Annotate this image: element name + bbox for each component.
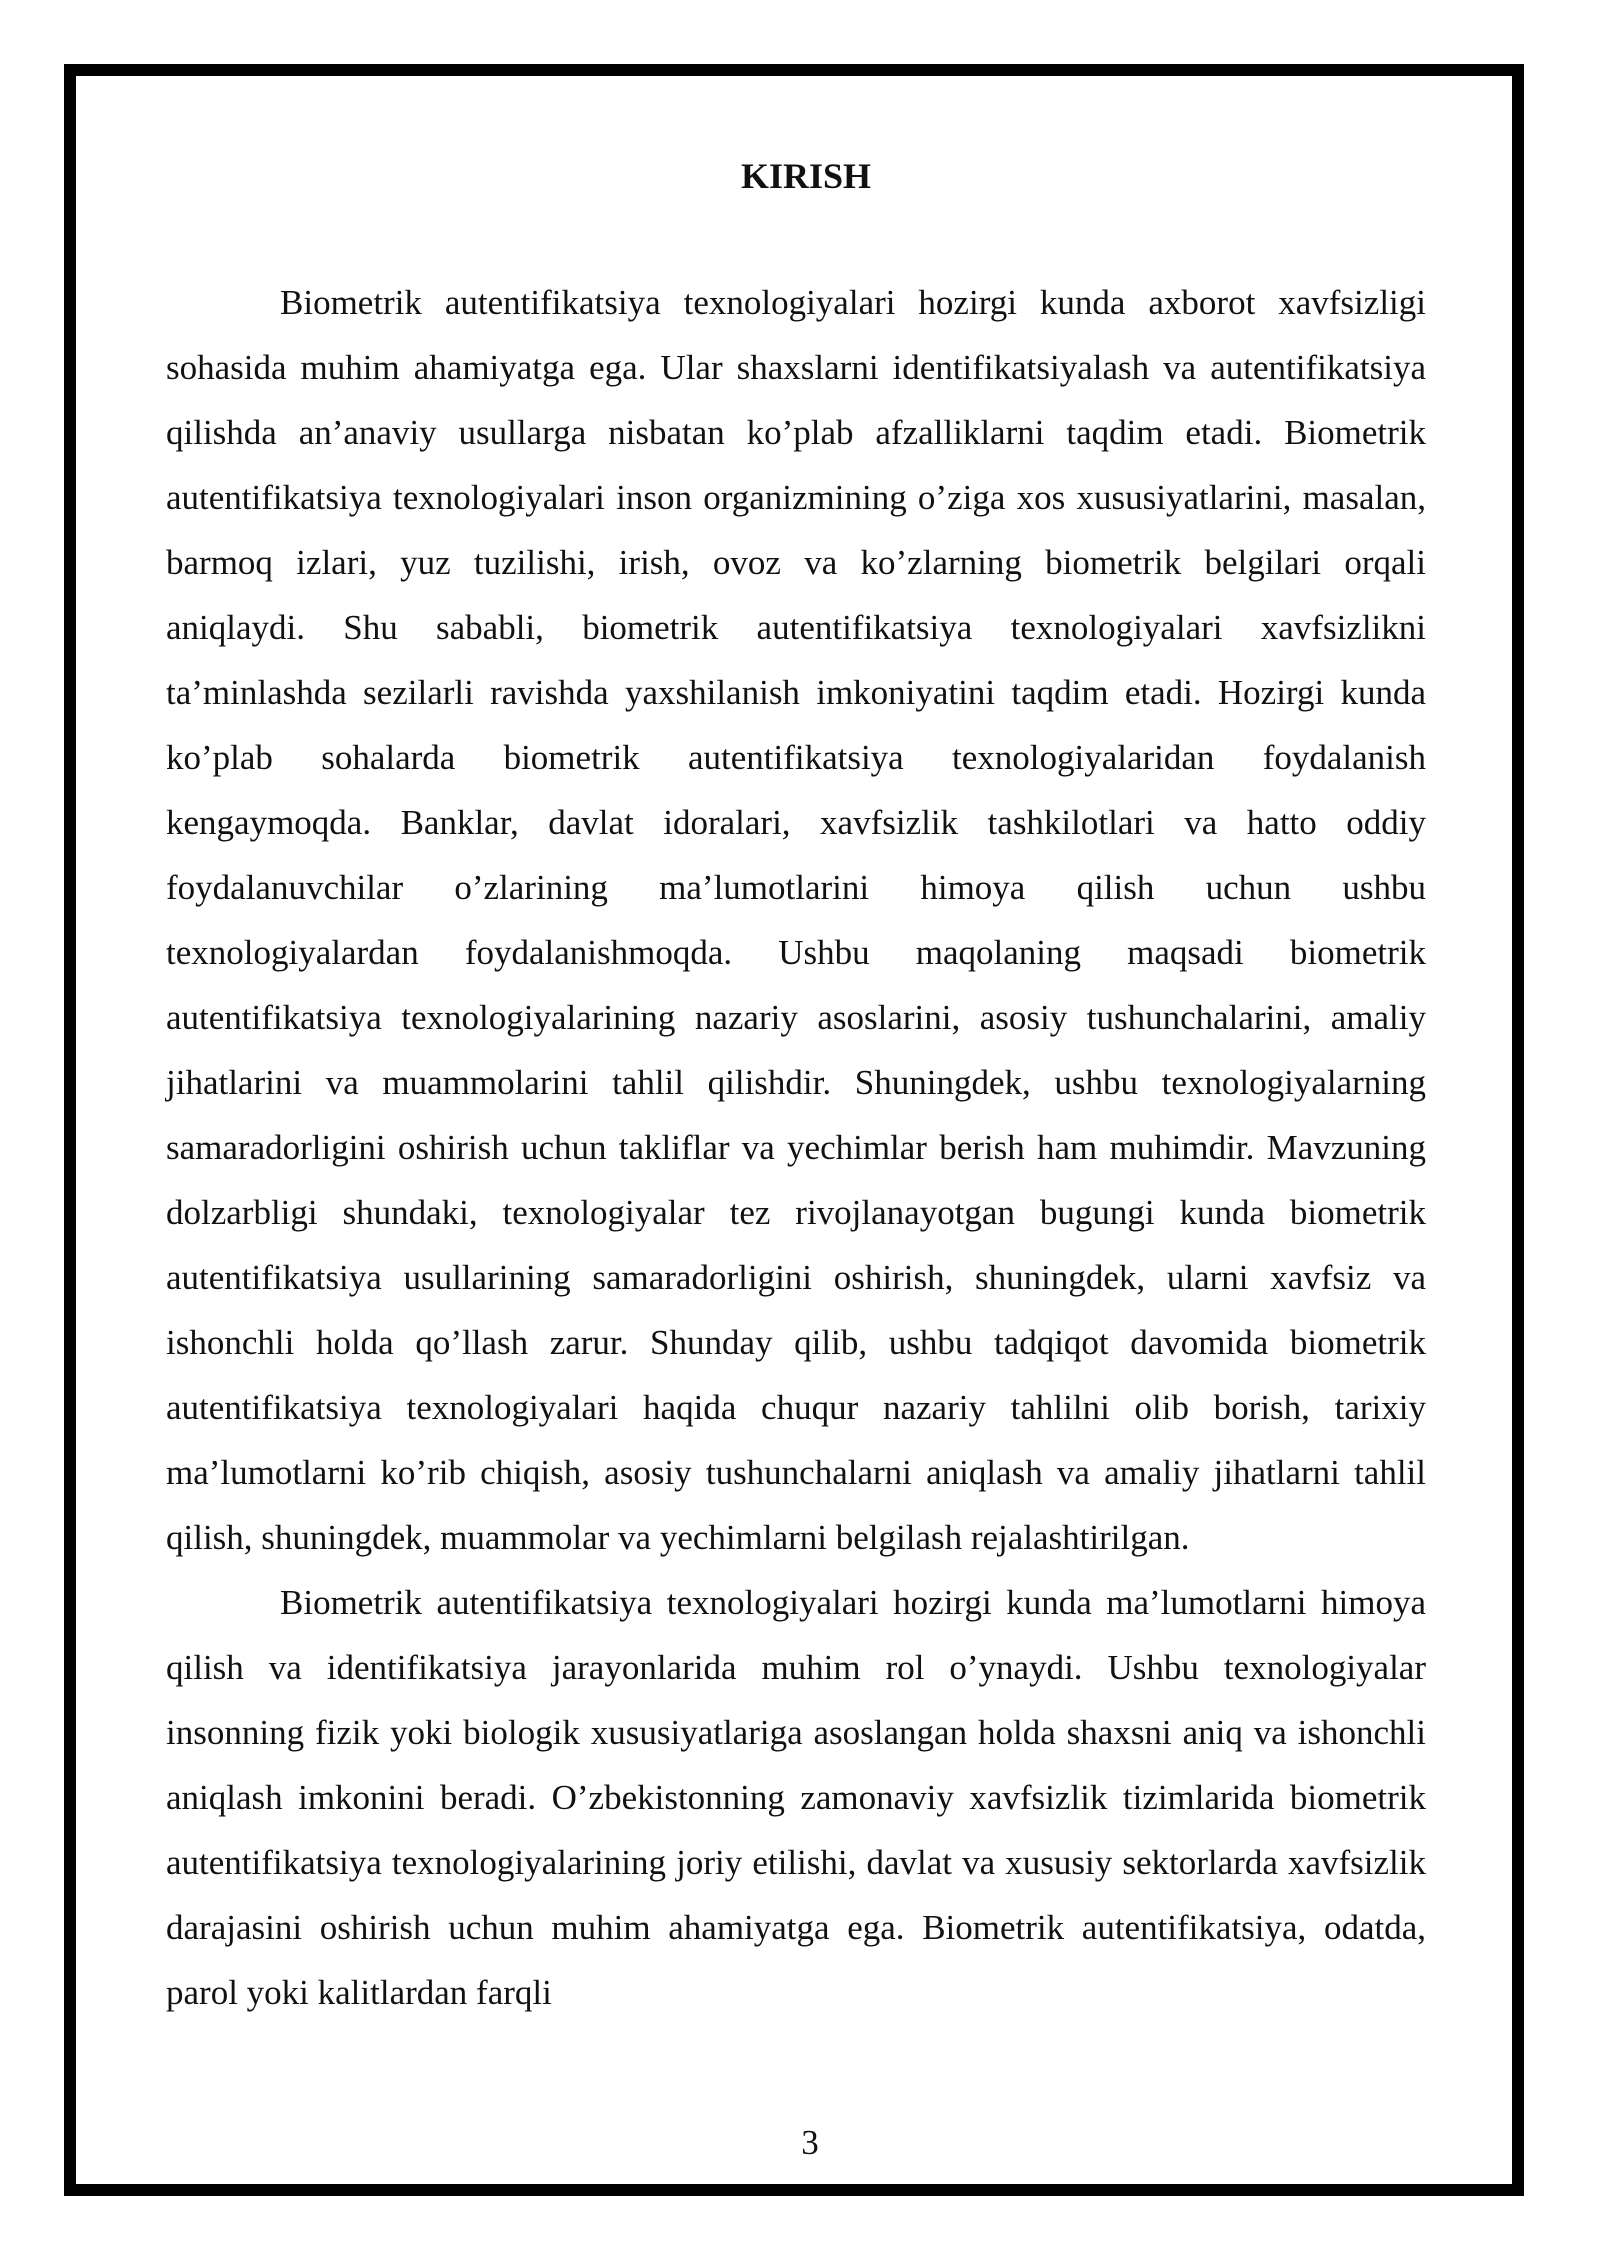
page-number: 3 [801,2123,819,2162]
body-paragraph-1: Biometrik autentifikatsiya texnologiyalari hozirgi kunda axborot xavfsizligi sohasida muhim ahamiyatga ega. Ular shaxslarni identifikatsiyalash va autentifikatsiya qilishda an’anaviy usullarga nisbatan ko’plab afzalliklarni taqdim etadi. Biometrik autentifikatsiya texnologiyalari inson organizmining o’ziga xos xususiyatlarini, masalan, barmoq izlari, yuz tuzilishi, irish, ovoz va ko’zlarning biometrik belgilari orqali aniqlaydi. Shu sababli, biometrik autentifikatsiya texnologiyalari xavfsizlikni ta’minlashda sezilarli ravishda yaxshilanish imkoniyatini taqdim etadi. Hozirgi kunda ko’plab sohalarda biometrik autentifikatsiya texnologiyalaridan foydalanish kengaymoqda. Banklar, davlat idoralari, xavfsizlik tashkilotlari va hatto oddiy foydalanuvchilar o’zlarining ma’lumotlarini himoya qilish uchun ushbu texnologiyalardan foydalanishmoqda. Ushbu maqolaning maqsadi biometrik autentifikatsiya texnologiyalarining nazariy asoslarini, asosiy tushunchalarini, amaliy jihatlarini va muammolarini tahlil qilishdir. Shuningdek, ushbu texnologiyalarning samaradorligini oshirish uchun takliflar va yechimlar berish ham muhimdir. Mavzuning dolzarbligi shundaki, texnologiyalar tez rivojlanayotgan bugungi kunda biometrik autentifikatsiya usullarining samaradorligini oshirish, shuningdek, ularni xavfsiz va ishonchli holda qo’llash zarur. Shunday qilib, ushbu tadqiqot davomida biometrik autentifikatsiya texnologiyalari haqida chuqur nazariy tahlilni olib borish, tarixiy ma’lumotlarni ko’rib chiqish, asosiy tushunchalarni aniqlash va amaliy jihatlarni tahlil qilish, shuningdek, muammolar va yechimlarni belgilash rejalashtirilgan. [166,283,1426,1557]
section-title: KIRISH [740,156,872,196]
page-content [166,144,1426,2025]
body-paragraph-2: Biometrik autentifikatsiya texnologiyalari hozirgi kunda ma’lumotlarni himoya qilish va identifikatsiya jarayonlarida muhim rol o’ynaydi. Ushbu texnologiyalar insonning fizik yoki biologik xususiyatlariga asoslangan holda shaxsni aniq va ishonchli aniqlash imkonini beradi. O’zbekistonning zamonaviy xavfsizlik tizimlarida biometrik autentifikatsiya texnologiyalarining joriy etilishi, davlat va xususiy sektorlarda xavfsizlik darajasini oshirish uchun muhim ahamiyatga ega. Biometrik autentifikatsiya, odatda, parol yoki kalitlardan farqli [166,1583,1426,2012]
